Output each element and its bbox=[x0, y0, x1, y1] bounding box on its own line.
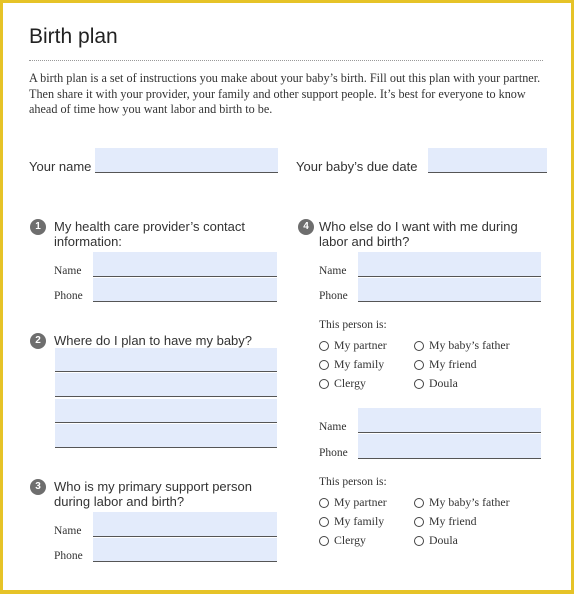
section-3-question: Who is my primary support person during labor and birth? bbox=[54, 479, 252, 509]
radio-circle-icon bbox=[414, 517, 424, 527]
section-4-number: 4 bbox=[298, 219, 314, 235]
person-2-option-partner[interactable]: My partner bbox=[319, 495, 387, 510]
person-2-option-friend[interactable]: My friend bbox=[414, 514, 477, 529]
person-1-option-family[interactable]: My family bbox=[319, 357, 384, 372]
support-phone-label: Phone bbox=[54, 550, 83, 562]
radio-circle-icon bbox=[319, 379, 329, 389]
your-name-field[interactable] bbox=[95, 148, 278, 173]
birth-place-line-2[interactable] bbox=[55, 373, 277, 397]
page-title: Birth plan bbox=[29, 25, 118, 48]
birth-place-line-1[interactable] bbox=[55, 348, 277, 372]
person-1-relation-label: This person is: bbox=[319, 319, 387, 331]
radio-circle-icon bbox=[414, 360, 424, 370]
due-date-label: Your baby’s due date bbox=[296, 159, 418, 174]
provider-phone-field[interactable] bbox=[93, 278, 277, 302]
title-divider bbox=[29, 60, 543, 61]
person-1-option-partner[interactable]: My partner bbox=[319, 338, 387, 353]
radio-circle-icon bbox=[319, 360, 329, 370]
your-name-label: Your name bbox=[29, 159, 92, 174]
person-2-name-field[interactable] bbox=[358, 408, 541, 433]
section-1-number: 1 bbox=[30, 219, 46, 235]
provider-name-field[interactable] bbox=[93, 252, 277, 277]
person-2-relation-label: This person is: bbox=[319, 476, 387, 488]
section-2-number: 2 bbox=[30, 333, 46, 349]
radio-circle-icon bbox=[414, 341, 424, 351]
person-2-option-family[interactable]: My family bbox=[319, 514, 384, 529]
support-phone-field[interactable] bbox=[93, 538, 277, 562]
section-2-question: Where do I plan to have my baby? bbox=[54, 333, 253, 348]
radio-circle-icon bbox=[319, 341, 329, 351]
radio-circle-icon bbox=[414, 379, 424, 389]
support-name-label: Name bbox=[54, 525, 82, 537]
person-2-name-label: Name bbox=[319, 421, 347, 433]
person-1-phone-field[interactable] bbox=[358, 278, 541, 302]
provider-phone-label: Phone bbox=[54, 290, 83, 302]
person-1-name-field[interactable] bbox=[358, 252, 541, 277]
person-1-option-babys-father[interactable]: My baby’s father bbox=[414, 338, 510, 353]
person-1-option-friend[interactable]: My friend bbox=[414, 357, 477, 372]
birth-place-line-3[interactable] bbox=[55, 399, 277, 423]
person-1-phone-label: Phone bbox=[319, 290, 348, 302]
person-1-option-clergy[interactable]: Clergy bbox=[319, 376, 366, 391]
provider-name-label: Name bbox=[54, 265, 82, 277]
due-date-field[interactable] bbox=[428, 148, 547, 173]
person-2-phone-field[interactable] bbox=[358, 434, 541, 459]
radio-circle-icon bbox=[319, 498, 329, 508]
person-1-option-doula[interactable]: Doula bbox=[414, 376, 458, 391]
intro-paragraph: A birth plan is a set of instructions you make about your baby’s birth. Fill out this plan with your partner. Then share it with your provider, your family and other support people. It’s best for everyone to know ahead of time how you want labor and birth to be. bbox=[29, 71, 541, 116]
section-3-number: 3 bbox=[30, 479, 46, 495]
person-1-name-label: Name bbox=[319, 265, 347, 277]
support-name-field[interactable] bbox=[93, 512, 277, 537]
radio-circle-icon bbox=[414, 536, 424, 546]
person-2-phone-label: Phone bbox=[319, 447, 348, 459]
person-2-option-doula[interactable]: Doula bbox=[414, 533, 458, 548]
section-1-question: My health care provider’s contact information: bbox=[54, 219, 246, 249]
radio-circle-icon bbox=[319, 536, 329, 546]
radio-circle-icon bbox=[414, 498, 424, 508]
birth-place-line-4[interactable] bbox=[55, 424, 277, 448]
radio-circle-icon bbox=[319, 517, 329, 527]
section-4-question: Who else do I want with me during labor and birth? bbox=[319, 219, 518, 249]
person-2-option-babys-father[interactable]: My baby’s father bbox=[414, 495, 510, 510]
person-2-option-clergy[interactable]: Clergy bbox=[319, 533, 366, 548]
